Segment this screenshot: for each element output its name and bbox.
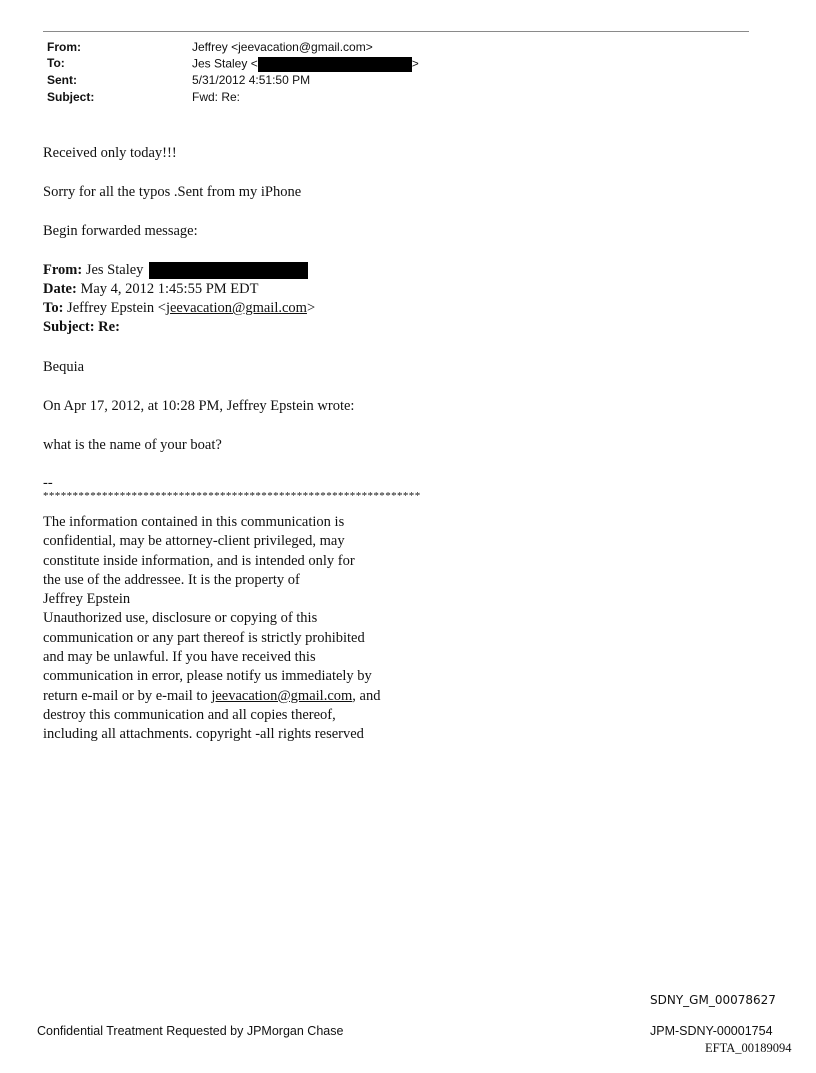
notice-line: communication in error, please notify us immediately by <box>43 668 372 685</box>
signature-dashes: -- <box>43 475 53 491</box>
notice-email-suffix: , and <box>352 687 381 704</box>
notice-email-prefix: return e-mail or by e-mail to <box>43 687 212 704</box>
notice-line: constitute inside information, and is intended only for <box>43 552 355 569</box>
subject-value: Fwd: Re: <box>192 90 241 104</box>
notice-line: destroy this communication and all copies thereof, <box>43 706 336 723</box>
from-label: From: <box>47 40 81 54</box>
sent-value: 5/31/2012 4:51:50 PM <box>192 73 311 87</box>
fwd-to-label: To: <box>43 300 64 316</box>
body-line-typos: Sorry for all the typos .Sent from my iPhone <box>43 184 302 200</box>
sent-label: Sent: <box>47 73 77 87</box>
to-value-suffix: > <box>411 56 419 71</box>
fwd-to <box>43 300 315 317</box>
notice-line: confidential, may be attorney-client privileged, may <box>43 533 345 550</box>
to-value <box>192 57 419 72</box>
fwd-from <box>43 262 308 279</box>
fwd-to-email-link[interactable]: jeevacation@gmail.com <box>165 300 307 316</box>
signature-stars: **************************************************************** <box>43 490 421 502</box>
notice-line: Jeffrey Epstein <box>43 591 131 608</box>
subject-label: Subject: <box>47 90 95 104</box>
bates-efta: EFTA_00189094 <box>705 1041 792 1055</box>
notice-line: and may be unlawful. If you have received this <box>43 649 316 666</box>
notice-line: Unauthorized use, disclosure or copying of this <box>43 610 318 627</box>
quoted-question: what is the name of your boat? <box>43 437 222 453</box>
reply-text: Bequia <box>43 359 85 375</box>
fwd-subject-label: Subject: Re: <box>43 319 120 335</box>
fwd-date-value: May 4, 2012 1:45:55 PM EDT <box>80 281 259 297</box>
confidentiality-notice <box>43 513 380 745</box>
bates-sdny-gm: SDNY_GM_00078627 <box>650 993 776 1007</box>
redaction-box <box>258 57 412 72</box>
fwd-to-close: > <box>306 300 316 316</box>
bates-jpm: JPM-SDNY-00001754 <box>650 1024 773 1038</box>
fwd-from-value: Jes Staley <box>85 262 144 278</box>
notice-line: communication or any part thereof is strictly prohibited <box>43 629 365 646</box>
body-line-received: Received only today!!! <box>43 145 177 161</box>
to-value-prefix: Jes Staley < <box>192 56 258 71</box>
notice-line-email <box>43 687 380 706</box>
to-label: To: <box>47 56 65 70</box>
fwd-subject <box>43 319 120 336</box>
fwd-date <box>43 281 258 298</box>
redaction-box <box>149 262 308 279</box>
quote-intro: On Apr 17, 2012, at 10:28 PM, Jeffrey Epstein wrote: <box>43 398 355 414</box>
footer-confidential: Confidential Treatment Requested by JPMorgan Chase <box>37 1024 344 1038</box>
notice-line: The information contained in this communication is <box>43 514 345 530</box>
notice-line: the use of the addressee. It is the property of <box>43 571 300 588</box>
fwd-to-name: Jeffrey Epstein < <box>67 300 166 316</box>
header-divider <box>43 31 749 32</box>
fwd-date-label: Date: <box>43 281 77 297</box>
notice-line: including all attachments. copyright -all rights reserved <box>43 726 364 743</box>
body-line-forwarded: Begin forwarded message: <box>43 223 198 239</box>
fwd-from-label: From: <box>43 262 83 278</box>
from-value: Jeffrey <jeevacation@gmail.com> <box>192 40 373 54</box>
notice-email-link[interactable]: jeevacation@gmail.com <box>211 687 353 704</box>
